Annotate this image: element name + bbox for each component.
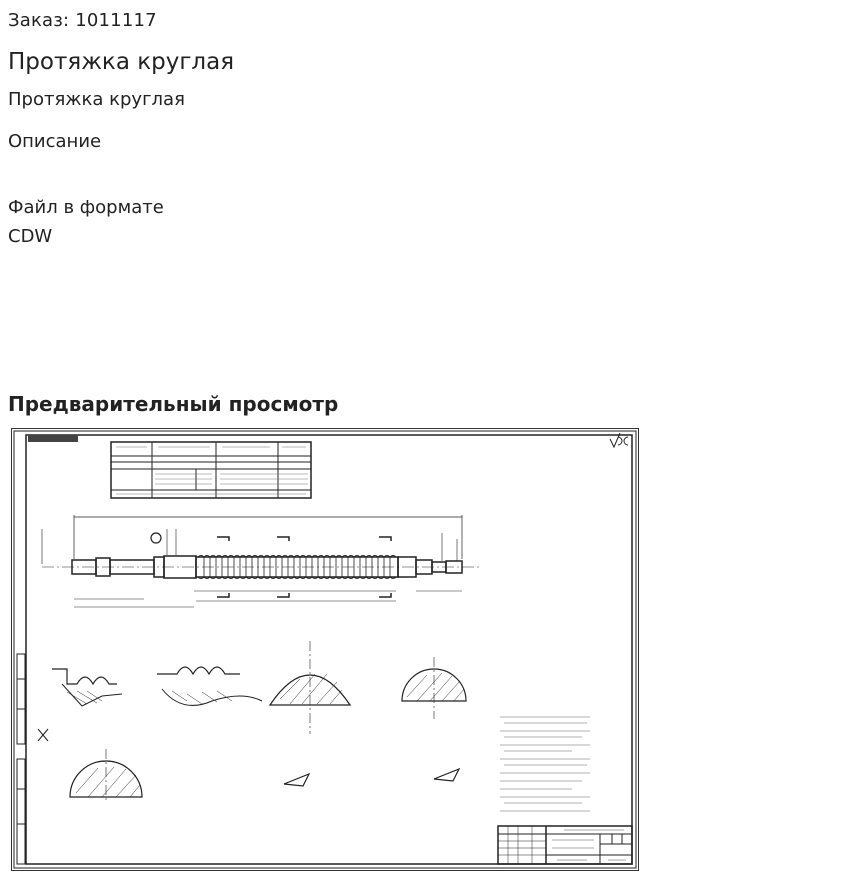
preview-heading: Предварительный просмотр (8, 392, 339, 416)
file-format-text: Файл в формате CDW (8, 197, 164, 247)
drawing-preview[interactable] (11, 428, 639, 871)
tooth-profile-details (38, 641, 466, 801)
description-heading: Описание (8, 131, 102, 152)
broach-main-view (42, 515, 482, 607)
product-subtitle: Протяжка круглая (8, 89, 185, 110)
title-block (498, 826, 632, 864)
order-number: Заказ: 1011117 (8, 10, 157, 31)
technical-notes (500, 717, 590, 811)
product-title: Протяжка круглая (8, 49, 235, 75)
technical-drawing (12, 429, 638, 870)
parameters-table (111, 442, 311, 498)
corner-stamp (28, 435, 78, 442)
